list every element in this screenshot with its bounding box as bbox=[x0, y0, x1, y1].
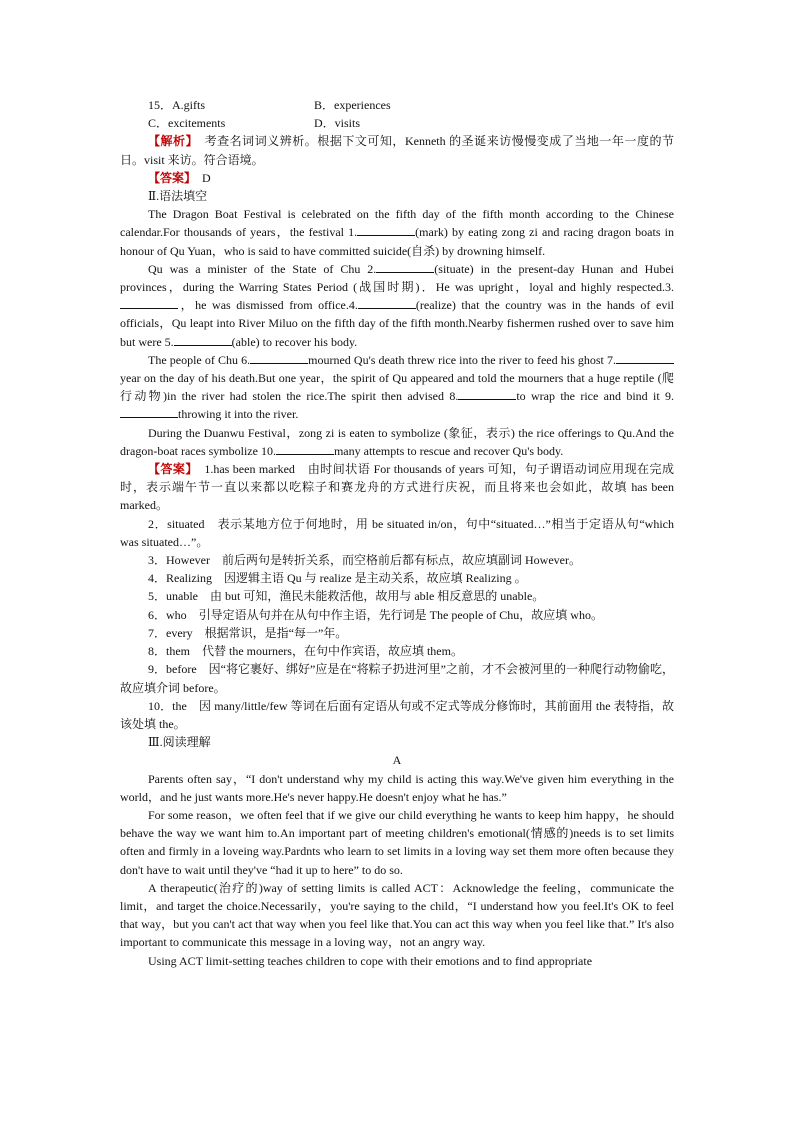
blank-8[interactable] bbox=[458, 387, 516, 400]
grammar-answer-8: 8．them 代替 the mourners，在句中作宾语，故应填 them。 bbox=[148, 644, 463, 659]
text-segment: to wrap the rice and bind it 9. bbox=[516, 389, 674, 404]
grammar-answer-4: 4．Realizing 因逻辑主语 Qu 与 realize 是主动关系，故应填 Realizing 。 bbox=[148, 571, 527, 586]
blank-6[interactable] bbox=[250, 351, 308, 364]
reading-paragraph-1: Parents often say，“I don't understand why my child is acting this way.We've given him everything in the world，and he just wants more.He's never happy.He doesn't enjoy what he has.” bbox=[120, 771, 674, 804]
text-segment: ，he was dismissed from office.4. bbox=[178, 298, 358, 313]
explanation-text: 考查名词词义辨析。根据下文可知，Kenneth 的圣诞来访慢慢变成了当地一年一度的节日。visit 来访。符合语境。 bbox=[120, 134, 674, 167]
blank-3[interactable] bbox=[120, 296, 178, 309]
answer-explanation: 1.has been marked 由时间状语 For thousands of years 可知，句子谓语动词应用现在完成时，表示端午节一直以来都以吃粽子和赛龙舟的方式进行庆祝，而且将来也会如此，故填 has been marked。 bbox=[120, 462, 674, 513]
grammar-answer-7: 7．every 根据常识，是指“每一”年。 bbox=[148, 625, 348, 640]
grammar-answer-3: 3．However 前后两句是转折关系，而空格前后都有标点，故应填副词 However。 bbox=[148, 553, 581, 568]
blank-10[interactable] bbox=[276, 442, 334, 455]
q15-explanation bbox=[120, 132, 674, 168]
reading-paragraph-4: Using ACT limit-setting teaches children to cope with their emotions and to find appropriate bbox=[148, 953, 593, 968]
q15-options-row1 bbox=[120, 96, 674, 114]
q15-option-a-text: A.gifts bbox=[172, 98, 206, 112]
q15-option-a bbox=[148, 96, 314, 114]
text-segment: (situate) in the present-day Hunan and Hubei provinces，during the Warring States Period (战国时期)．He was upright，loyal and highly respected.3. bbox=[120, 261, 674, 295]
text-segment: The Dragon Boat Festival is celebrated on the fifth day of the fifth month according to the Chinese calendar.For thousands of years，the festival 1. bbox=[120, 207, 674, 240]
grammar-paragraph-1 bbox=[120, 205, 674, 260]
text-segment: throwing it into the river. bbox=[178, 407, 299, 422]
q15-option-d: D．visits bbox=[314, 116, 361, 131]
grammar-answer-5: 5．unable 由 but 可知，渔民未能救活他，故用与 able 相反意思的 unable。 bbox=[148, 589, 545, 604]
text-segment: During the Duanwu Festival，zong zi is eaten to symbolize (象征，表示) the rice offerings to Qu.And the dragon-boat races symbolize 10. bbox=[120, 425, 674, 458]
text-segment: many attempts to rescue and recover Qu's body. bbox=[333, 443, 564, 458]
text-segment: The people of Chu 6. bbox=[148, 352, 251, 367]
answer-text: D bbox=[190, 170, 211, 185]
grammar-paragraph-4 bbox=[120, 424, 674, 460]
text-segment: year on the day of his death.But one year，the spirit of Qu appeared and told the mourners that a huge reptile (爬行动物)in the river had stolen the rice.The spirit then advised 8. bbox=[120, 371, 674, 404]
q15-option-b: B．experiences bbox=[314, 98, 391, 112]
grammar-answer-1 bbox=[120, 460, 674, 515]
grammar-answer-6: 6．who 引导定语从句并在从句中作主语，先行词是 The people of Chu，故应填 who。 bbox=[148, 607, 603, 622]
blank-4[interactable] bbox=[358, 296, 416, 309]
section-2-title: Ⅱ.语法填空 bbox=[148, 189, 208, 204]
document-content bbox=[120, 96, 674, 970]
text-segment: Qu was a minister of the State of Chu 2. bbox=[148, 261, 377, 276]
blank-7[interactable] bbox=[616, 351, 674, 364]
blank-9[interactable] bbox=[120, 405, 178, 418]
answer-label: 【答案】 bbox=[148, 462, 192, 477]
text-segment: (mark) by eating zong zi and racing dragon boats in honour of Qu Yuan，who is said to have committed suicide(自杀) by drowning himself. bbox=[120, 225, 674, 258]
q15-answer bbox=[120, 169, 674, 187]
q15-options-row2 bbox=[120, 114, 674, 132]
grammar-paragraph-2 bbox=[120, 260, 674, 351]
q15-option-c: C．excitements bbox=[148, 116, 226, 131]
text-segment: (realize) that the country was in the hands of evil officials，Qu leapt into River Miluo on the fifth day of the fifth month.Nearby fishermen rushed over to save him but were 5. bbox=[120, 298, 674, 349]
blank-2[interactable] bbox=[376, 260, 434, 273]
grammar-answer-10: 10．the 因 many/little/few 等词在后面有定语从句或不定式等成分修饰时，其前面用 the 表特指，故该处填 the。 bbox=[120, 698, 674, 731]
text-segment: (able) to recover his body. bbox=[231, 334, 358, 349]
reading-passage-letter: A bbox=[392, 753, 402, 768]
grammar-answer-2: 2．situated 表示某地方位于何地时，用 be situated in/on，句中“situated…”相当于定语从句“which was situated…”。 bbox=[120, 516, 674, 549]
section-3-title: Ⅲ.阅读理解 bbox=[148, 735, 211, 750]
explanation-label: 【解析】 bbox=[148, 134, 193, 149]
grammar-answer-9: 9．before 因“将它裹好、绑好”应是在“将粽子扔进河里”之前，才不会被河里的一种爬行动物偷吃，故应填介词 before。 bbox=[120, 662, 674, 695]
answer-label: 【答案】 bbox=[148, 170, 191, 185]
grammar-paragraph-3 bbox=[120, 351, 674, 424]
text-segment: mourned Qu's death threw rice into the river to feed his ghost 7. bbox=[308, 352, 616, 367]
reading-paragraph-2: For some reason，we often feel that if we give our child everything he wants to keep him happy，he should behave the way we want him to.An important part of meeting children's emotional(情感的)needs is to set limits often and firmly in a loveing way.Pardnts who learn to set limits in a loving way set them more often because they don't have to wait until they've “had it up to here” to do so. bbox=[120, 807, 674, 877]
blank-5[interactable] bbox=[174, 333, 232, 346]
q15-number: 15． bbox=[148, 98, 173, 112]
reading-paragraph-3: A therapeutic(治疗的)way of setting limits is called ACT：Acknowledge the feeling，communicate the limit，and target the choice.Necessarily，you're saying to the child，“I understand how you feel.It's OK to feel that way，but you can't act that way when you feel like that.You can act this way when you feel like that.” It's also important to communicate this message in a loving way，not an angry way. bbox=[120, 880, 674, 950]
blank-1[interactable] bbox=[357, 223, 415, 236]
